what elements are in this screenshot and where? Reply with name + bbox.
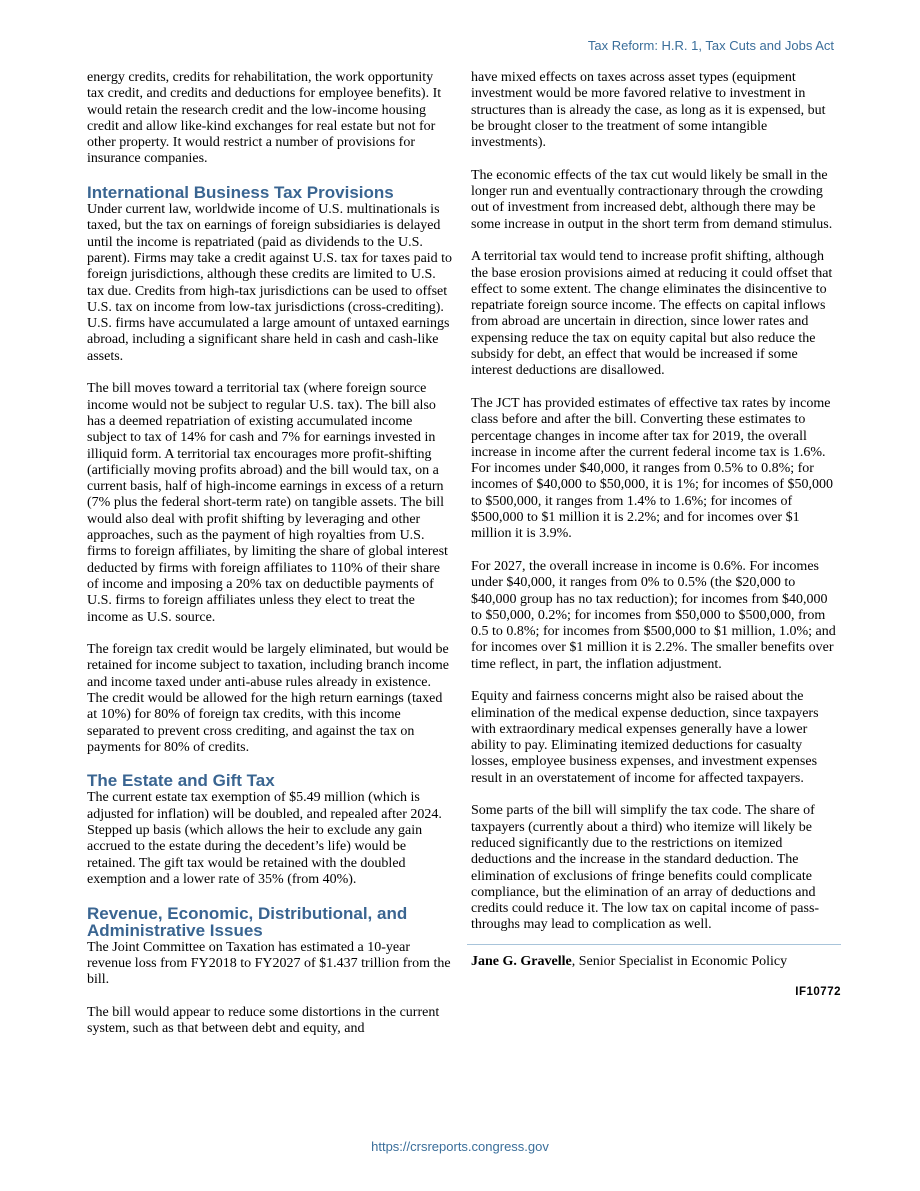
paragraph-right-4: The JCT has provided estimates of effective tax rates by income class before and after the bill. Converting these estimates to percentage changes in income after tax for 2019, the overall increase in income after the current federal income tax is 1.6%. For incomes under $40,000, it ranges from 0.5% to 0.8%; for incomes of $40,000 to $50,000, it is 1%; for incomes of $50,000 to $500,000, it ranges from 1.4% to 1.6%; for incomes of $500,000 to $1 million it is 2.2%; and for incomes over $1 million it is 3.9%. xyxy=(471,395,834,542)
paragraph-international-1: Under current law, worldwide income of U.S. multinationals is taxed, but the tax on earnings of foreign subsidiaries is delayed until the income is repatriated (paid as dividends to the U.S. parent). Firms may take a credit against U.S. tax for taxes paid to foreign jurisdictions, although these credits are limited to U.S. tax due. Credits from high-tax jurisdictions can be used to offset U.S. tax on income from low-tax jurisdictions (cross-crediting). U.S. firms have accumulated a large amount of untaxed earnings abroad, including a significant share held in cash and cash-like assets. xyxy=(87,202,453,364)
heading-estate-gift-tax: The Estate and Gift Tax xyxy=(87,771,275,791)
paragraph-right-7: Some parts of the bill will simplify the tax code. The share of taxpayers (currently about a third) who itemize will likely be reduced significantly due to the restrictions on itemized deductions and the increase in the standard deduction. The elimination of exclusions of fringe benefits could complicate compliance, but the elimination of an array of deductions and credits could reduce it. The low tax on capital income of pass-throughs may lead to complication as well. xyxy=(471,803,820,933)
running-header: Tax Reform: H.R. 1, Tax Cuts and Jobs Act xyxy=(587,38,834,53)
paragraph-right-1: have mixed effects on taxes across asset types (equipment investment would be more favored relative to investment in structures than is already the case, as long as it is expensed, but be brought closer to the treatment of some intangible investments). xyxy=(471,70,826,151)
author-name: Jane G. Gravelle xyxy=(471,953,572,969)
right-column xyxy=(471,70,841,1000)
paragraph-intro: energy credits, credits for rehabilitation, the work opportunity tax credit, and credits and deductions for employee benefits). It would retain the research credit and the low-income housing credit and allow like-kind exchanges for real estate but not for other property. It would restrict a number of provisions for insurance companies. xyxy=(87,70,442,167)
paragraph-right-2: The economic effects of the tax cut would likely be small in the longer run and eventually contractionary through the crowding out of investment from increased debt, although there may be some increase in output in the short term from demand stimulus. xyxy=(471,167,833,232)
footer-url[interactable]: https://crsreports.congress.gov xyxy=(371,1139,549,1154)
paragraph-revenue-2: The bill would appear to reduce some distortions in the current system, such as that between debt and equity, and xyxy=(87,1004,440,1037)
paragraph-right-3: A territorial tax would tend to increase profit shifting, although the base erosion provisions aimed at reducing it could offset that effect to some extent. The change eliminates the disincentive to repatriate foreign source income. The effects on capital inflows from abroad are uncertain in direction, since lower rates and expensing reduce the tax on equity capital but also reduce the subsidy for debt, an effect that would be increased if some interest deductions are disallowed. xyxy=(471,249,833,379)
author-line xyxy=(471,954,837,970)
heading-revenue-issues: Revenue, Economic, Distributional, and Administrative Issues xyxy=(87,903,408,940)
document-id: IF10772 xyxy=(795,986,841,999)
paragraph-revenue-1: The Joint Committee on Taxation has estimated a 10-year revenue loss from FY2018 to FY2027 of $1.437 trillion from the bill. xyxy=(87,939,451,988)
paragraph-right-5: For 2027, the overall increase in income is 0.6%. For incomes under $40,000, it ranges from 0% to 0.5% (the $20,000 to $40,000 group has no tax reduction); for incomes from $40,000 to $50,000, 0.2%; for incomes from $50,000 to $500,000, from 0.5 to 0.8%; for incomes from $500,000 to $1 million, 1.0%; and for incomes over $1 million it is 2.2%. The smaller benefits over time reflect, in part, the inflation adjustment. xyxy=(471,558,836,672)
paragraph-right-6: Equity and fairness concerns might also be raised about the elimination of the medical expense deduction, since taxpayers with extraordinary medical expenses generally have a lower ability to pay. Eliminating itemized deductions for casualty losses, employee business expenses, and investment expenses result in an overstatement of income for affected taxpayers. xyxy=(471,689,819,786)
paragraph-international-3: The foreign tax credit would be largely eliminated, but would be retained for income subject to taxation, including branch income and income taxed under anti-abuse rules already in existence. The credit would be allowed for the high return earnings (taxed at 10%) for 80% of foreign tax credits, with this income separated to prevent cross crediting, and against the tax on payments for 80% of credits. xyxy=(87,642,449,755)
heading-international-business-tax: International Business Tax Provisions xyxy=(87,183,394,203)
left-column xyxy=(87,70,453,1054)
author-divider xyxy=(467,944,841,945)
author-title: , Senior Specialist in Economic Policy xyxy=(571,953,788,969)
paragraph-international-2: The bill moves toward a territorial tax (where foreign source income would not be subject to regular U.S. tax). The bill also has a deemed repatriation of existing accumulated income subject to tax of 14% for cash and 7% for earnings invested in illiquid form. A territorial tax encourages more profit-shifting (artificially moving profits abroad) and the bill would tax, on a current basis, half of high-income earnings in excess of a return (7% plus the federal short-term rate) on tangible assets. The bill would also deal with profit shifting by leveraging and other approaches, such as the payment of high royalties from U.S. firms to foreign affiliates, by limiting the share of global interest deducted by firms with foreign affiliates to 110% of their share of income and imposing a 20% tax on deductible payments of U.S. firms to foreign affiliates unless they elect to treat the income as U.S. source. xyxy=(87,381,448,625)
paragraph-estate: The current estate tax exemption of $5.49 million (which is adjusted for inflation) will be doubled, and repealed after 2024. Stepped up basis (which allows the heir to exclude any gain accrued to the estate during the decedent’s life) would be retained. The gift tax would be retained with the doubled exemption and a lower rate of 35% (from 40%). xyxy=(87,790,442,887)
